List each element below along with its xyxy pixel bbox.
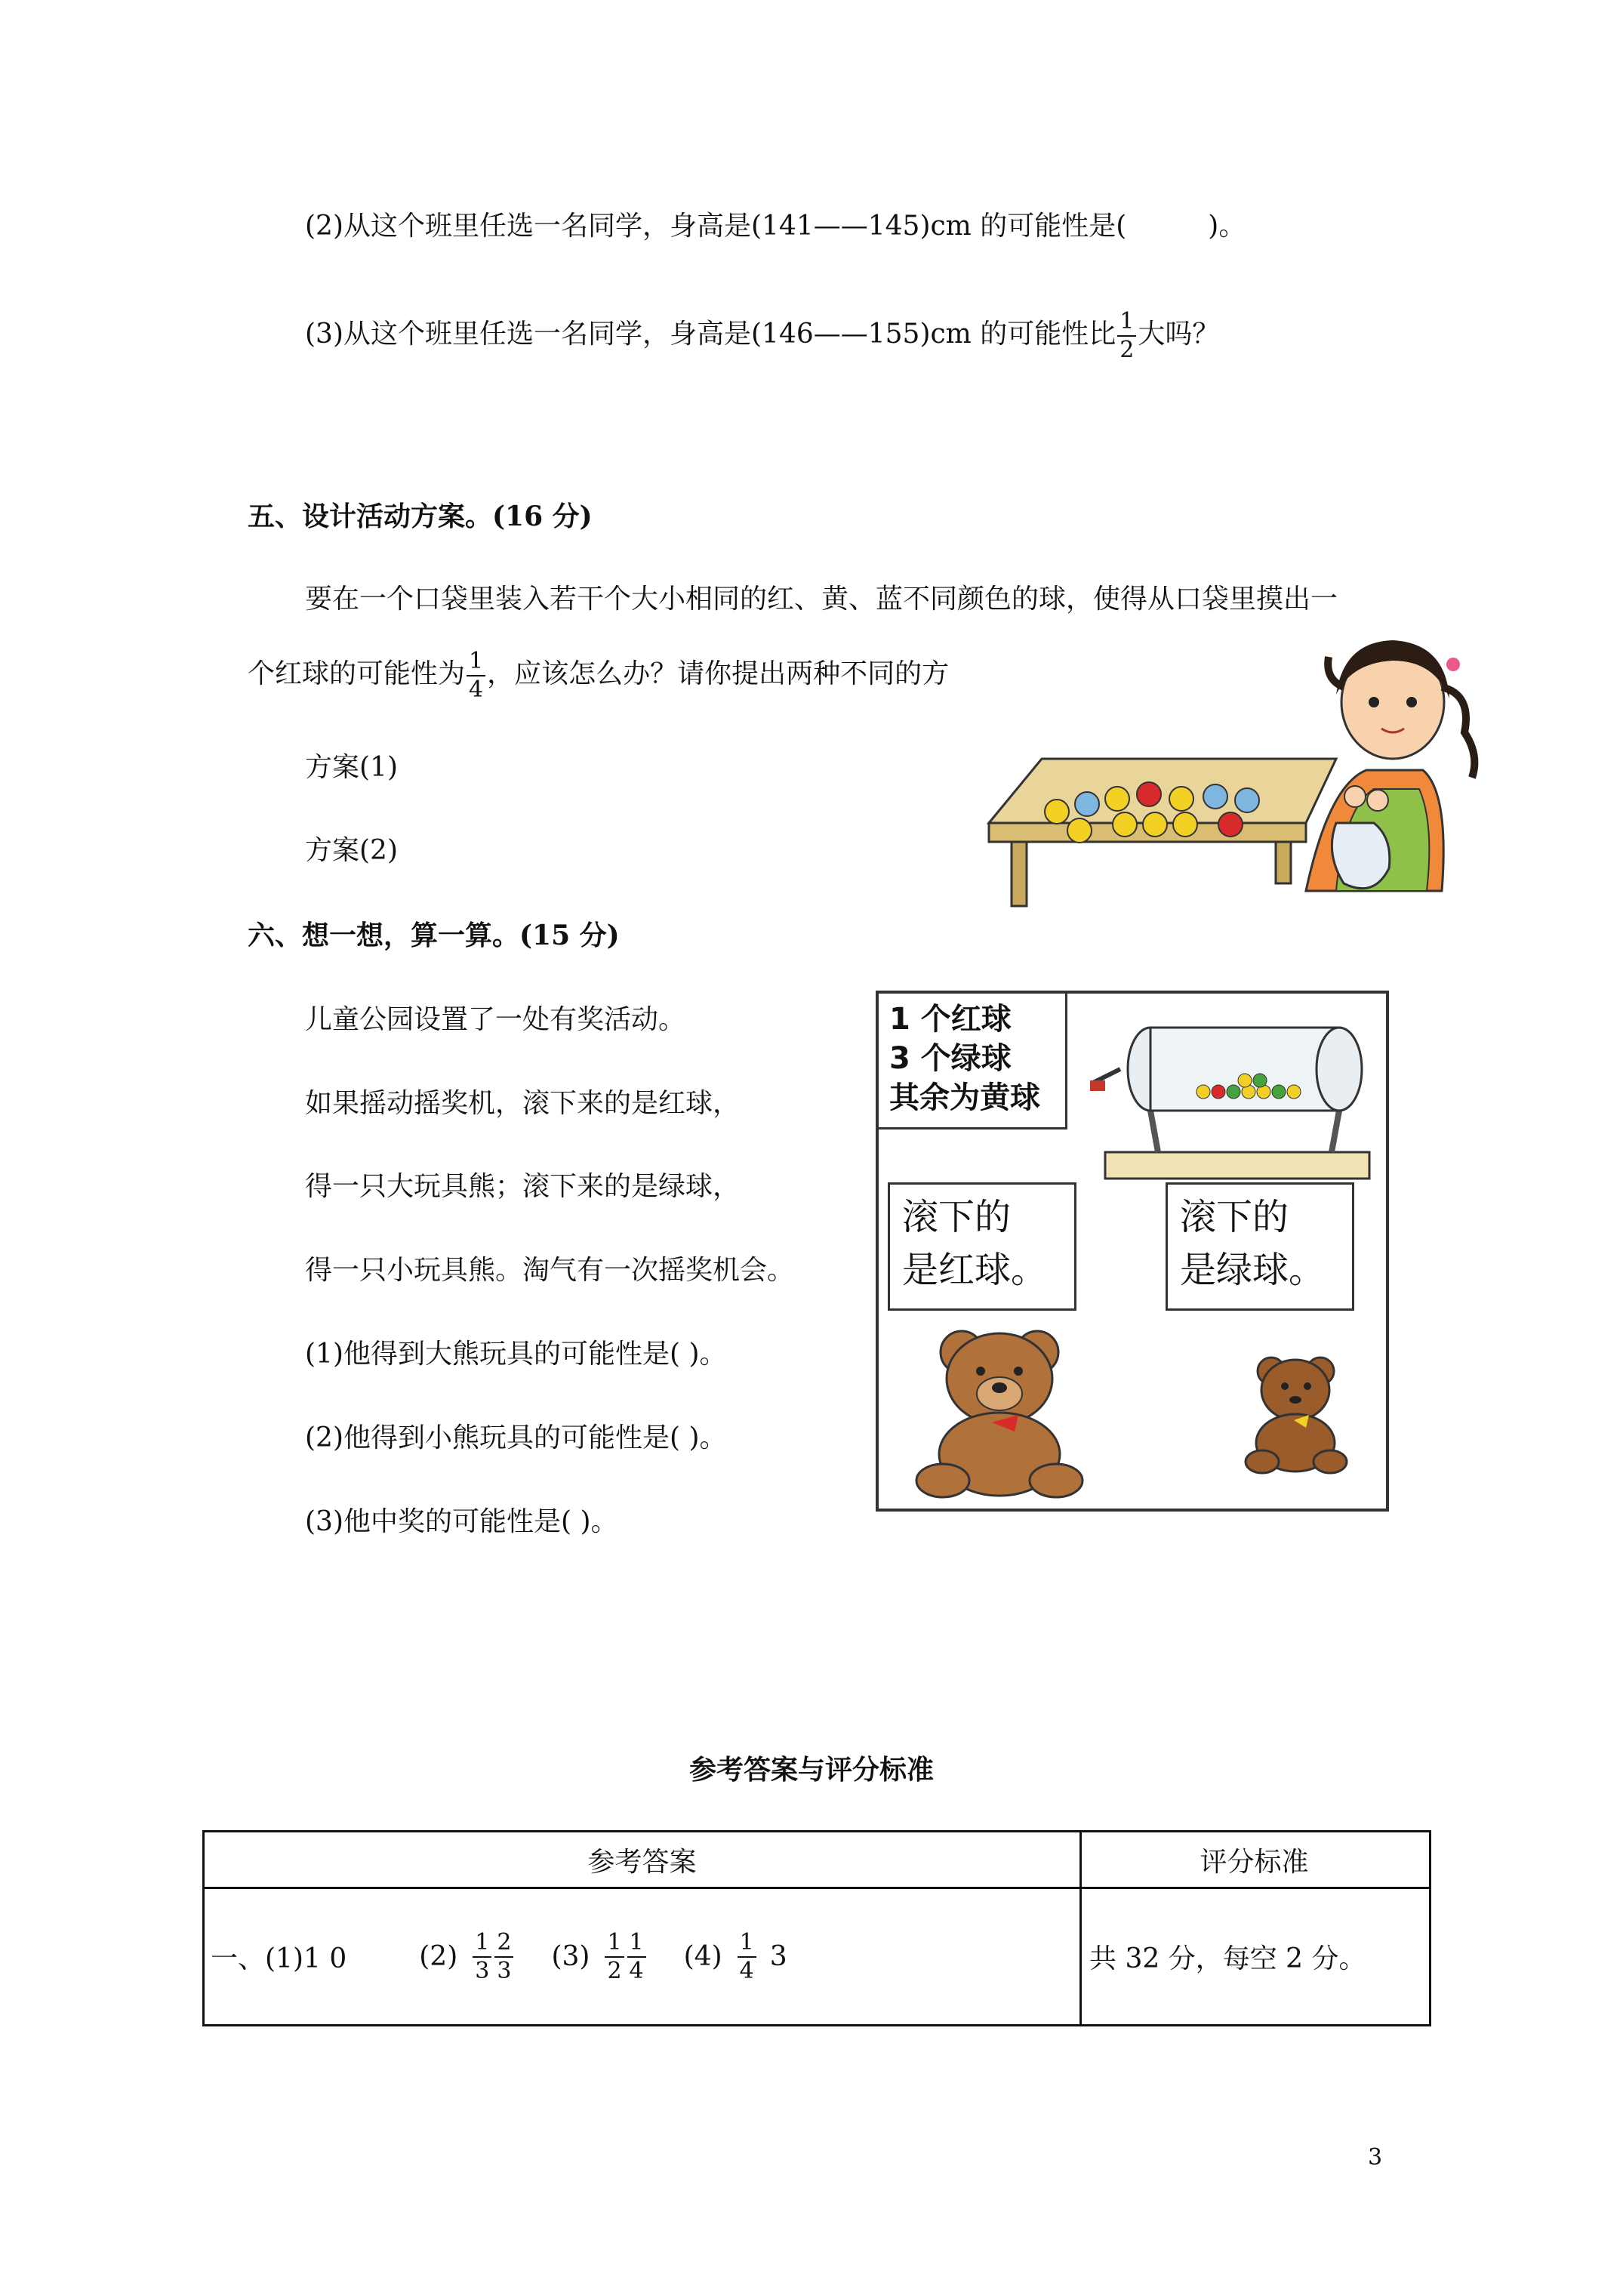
q5-plan2: 方案(2): [305, 835, 398, 866]
q4-item3: [305, 308, 1219, 364]
fraction-numerator: 1: [605, 1929, 624, 1958]
q5-line2-text: 个红球的可能性为: [248, 658, 466, 689]
sign-line: 滚下的: [902, 1196, 1012, 1238]
fraction: [738, 1929, 756, 1985]
fraction-denominator: 3: [497, 1957, 512, 1984]
fraction: [494, 1929, 513, 1985]
q6-line: 得一只小玩具熊。淘气有一次摇奖机会。: [305, 1255, 795, 1286]
fraction: [627, 1929, 646, 1985]
girl-with-balls-illustration: [981, 627, 1480, 914]
fraction-one-quarter: [467, 648, 485, 704]
score-row-1: 共 32 分，每空 2 分。: [1089, 1943, 1366, 1974]
table-top: [989, 759, 1336, 823]
info-line: 其余为黄球: [889, 1080, 1040, 1115]
answers-table: [202, 1830, 1431, 2026]
fraction-numerator: 1: [627, 1929, 646, 1958]
info-line: 3 个绿球: [889, 1041, 1012, 1076]
answer-part-label: (3): [551, 1941, 590, 1972]
info-line: 1 个红球: [889, 1002, 1012, 1037]
answer-part-3: [551, 1929, 647, 1985]
sign-green-ball: [1166, 1182, 1354, 1311]
q6-sub1: (1)他得到大熊玩具的可能性是( )。: [305, 1339, 727, 1370]
q6-line: 儿童公园设置了一处有奖活动。: [305, 1004, 686, 1035]
q6-line: 如果摇动摇奖机，滚下来的是红球，: [305, 1088, 741, 1119]
lottery-machine-icon: [1090, 1009, 1377, 1182]
scoring-col-header: 评分标准: [1079, 1832, 1429, 1889]
table-leg: [1276, 842, 1291, 883]
sign-line: 是绿球。: [1180, 1249, 1326, 1291]
answers-title: 参考答案与评分标准: [688, 1754, 934, 1786]
answer-extra-value: 3: [769, 1941, 787, 1972]
answer-part-label: (2): [419, 1941, 458, 1972]
fraction-denominator: 2: [1119, 337, 1135, 363]
answer-part-2: [419, 1929, 515, 1985]
small-teddy-bear-icon: [1241, 1348, 1354, 1477]
fraction-denominator: 4: [739, 1957, 754, 1984]
q5-line2-tail: ，应该怎么办？请你提出两种不同的方: [487, 658, 950, 689]
q4-item2: (2)从这个班里任选一名同学，身高是(141——145)cm 的可能性是( )。: [305, 211, 1246, 242]
lottery-figure: [876, 991, 1389, 1512]
fraction: [605, 1929, 624, 1985]
fraction-numerator: 1: [473, 1929, 491, 1958]
answer-part-4: [684, 1929, 787, 1985]
q5-plan1: 方案(1): [305, 752, 398, 783]
sign-red-ball: [888, 1182, 1076, 1311]
fraction-denominator: 2: [607, 1957, 622, 1984]
fraction-denominator: 4: [469, 676, 484, 703]
q5-line2: [248, 648, 995, 704]
ball-info-box: [879, 994, 1067, 1130]
q6-line: 得一只大玩具熊；滚下来的是绿球，: [305, 1171, 741, 1202]
sign-line: 滚下的: [1180, 1196, 1289, 1238]
answers-col-header: 参考答案: [205, 1832, 1079, 1889]
q6-sub2: (2)他得到小熊玩具的可能性是( )。: [305, 1422, 727, 1453]
q6-heading: 六、想一想，算一算。(15 分): [248, 920, 620, 951]
answer-part-label: (4): [683, 1941, 722, 1972]
q4-item3-tail: 大吗？: [1138, 319, 1220, 350]
fraction-denominator: 3: [475, 1957, 490, 1984]
sign-line: 是红球。: [902, 1249, 1048, 1291]
table-leg: [1012, 842, 1027, 906]
q6-sub3: (3)他中奖的可能性是( )。: [305, 1506, 618, 1537]
answer-row-1: [211, 1887, 1075, 2026]
page-number: 3: [1368, 2144, 1383, 2171]
big-teddy-bear-icon: [909, 1318, 1090, 1499]
column-divider: [1079, 1832, 1082, 2024]
fraction-numerator: 1: [467, 648, 485, 676]
fraction-denominator: 4: [629, 1957, 644, 1984]
fraction-one-half: [1117, 308, 1136, 364]
fraction: [473, 1929, 491, 1985]
q5-heading: 五、设计活动方案。(16 分): [248, 501, 593, 532]
answer-part-1: 一、(1)1 0: [211, 1943, 347, 1974]
fraction-numerator: 2: [494, 1929, 513, 1958]
bag-icon: [1332, 823, 1389, 889]
q4-item3-text: (3)从这个班里任选一名同学，身高是(146——155)cm 的可能性比: [305, 319, 1116, 350]
fraction-numerator: 1: [1117, 308, 1136, 337]
q5-line1: 要在一个口袋里装入若干个大小相同的红、黄、蓝不同颜色的球，使得从口袋里摸出一: [305, 584, 1338, 615]
fraction-numerator: 1: [738, 1929, 756, 1958]
